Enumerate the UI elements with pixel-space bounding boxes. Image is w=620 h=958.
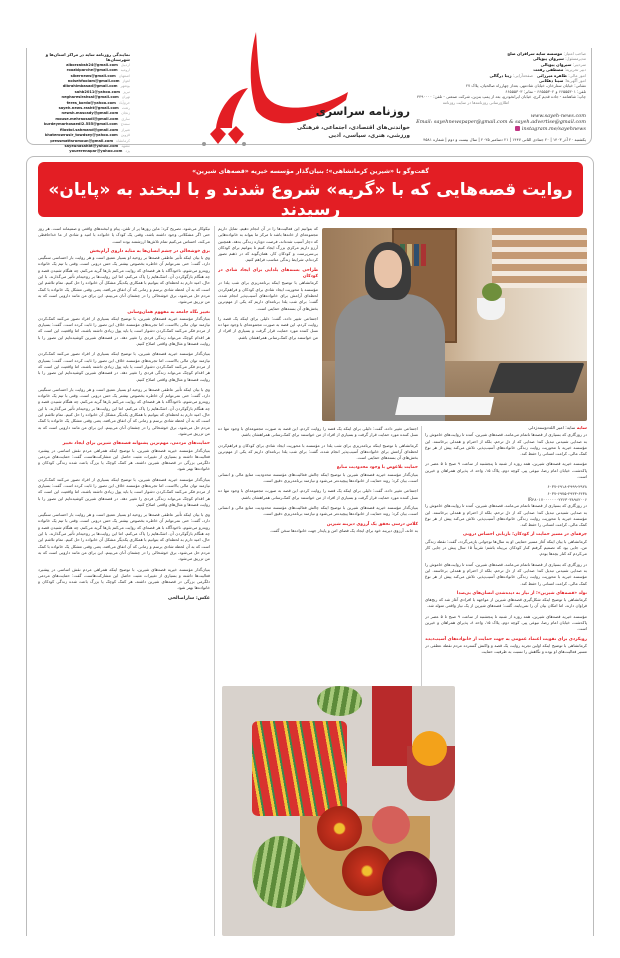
paragraph: اجتماعی تغییر داده، گفت: دلیلی برای اینکه یک قصه را روایت کردم، این قصه به صورت مجموعه‌ای با وجود تنها ده نسل کننده مورد حمایت قرار گرفت و بسیاری از افراد از من خواستند برای کمک‌رسانی همراهشان باشم. xyxy=(218,426,418,438)
column-middle xyxy=(218,426,418,681)
paragraph: کرمانشاهی با توضیح اینکه برنامه‌ریزی برای شب یلدا در مؤسسه با محوریت ایجاد شادی برای کودکان و فراهم‌کردن لحظه‌ای آرامش برای خانواده‌های آسیب‌پذیر انجام شده، گفت: برای شب یلدا برنامه‌ای داریم که یکی از مهم‌ترین بخش‌های آن بسته‌های حمایتی است. xyxy=(218,280,318,311)
paragraph: بنیان‌گذار مؤسسه خیریه قصه‌های شیرین، با توضیح اینکه همراهی مردم نقش اساسی در پیشبرد فعالیت‌ها داشته و بسیاری از تغییرات مثبت حاصل این مشارکت‌هاست، گفت: حمایت‌های مردمی دلگرمی بزرگی در قصه‌های شیرین داشته، هر کمک کوچک یا بزرگ باعث شده زندگی کودکان و خانواده‌ها بهتر شود. xyxy=(38,447,210,472)
subhead: طراحی بسته‌های یلدایی برای ایجاد شادی در کودکان xyxy=(218,267,318,280)
representative-email[interactable]: yourerenapar@yahoo.com xyxy=(69,149,123,154)
representative-city: بوشهر xyxy=(120,84,130,89)
staff-role: امور آگهی‌ها: xyxy=(564,78,586,84)
representative-email[interactable]: negharesirahsal@gmail.com xyxy=(61,95,119,100)
representative-city: تبریز xyxy=(122,89,130,94)
rights-note: اطلاع‌رسانی روزنامه‌ها در سایت روزنامه xyxy=(442,99,510,105)
byline-logo: سایه xyxy=(576,426,587,431)
representative-city: تهران xyxy=(121,95,130,100)
column-middle-top xyxy=(218,226,318,426)
staff-role: صفحه‌آرایی: xyxy=(512,72,533,78)
representative-city: کرمانشاه xyxy=(116,138,130,143)
representative-email[interactable]: kurdeymarhosaedi2.555@gmail.com xyxy=(43,122,118,127)
representative-city: یزد xyxy=(125,149,130,154)
staff-name: طاهره میرزائی xyxy=(536,72,567,78)
representative-email[interactable]: sayeunasahbt@yahoo.com xyxy=(64,143,119,148)
staff-name: موسسه سایه سراقزان صلح xyxy=(507,51,563,56)
account-number: ۶۰۳۷-۶۹۱۸-۲۹۹۹-۲۹۲۸ xyxy=(547,484,587,490)
representative-city: ساری xyxy=(121,116,130,121)
headline: روایت قصه‌هایی که با «گریه» شروع شدند و با لبخند به «پایان» رسیدند xyxy=(48,180,573,220)
representative-city: زنجان xyxy=(121,111,130,116)
notebook xyxy=(395,397,494,415)
representative-city: شیراز xyxy=(121,127,130,132)
paragraph: کرمانشاهی با توضیح اینکه شکل‌گیری قصه‌های شیرین از مواجهه با افرادی آغاز شد که رنج‌های فراوان دارند، اما امکان بیان آن را نمی‌یابند، گفت: قصه‌های شیرین از یک نیاز واقعی متولد شد. xyxy=(425,597,587,609)
representative-email[interactable]: newsh.mascady@gmail.com xyxy=(61,111,119,116)
representative-city: اردبیل xyxy=(120,62,130,67)
representative-email[interactable]: mouse.mehraosadi@gmail.com xyxy=(55,116,119,121)
window-blinds xyxy=(492,228,587,288)
headline-band xyxy=(38,162,583,220)
byline-text: سایه: امیر الله‌دوسته‌زدلی xyxy=(528,426,576,431)
paragraph: کرمانشاهی با بیان اینکه آغاز مسیر حمایتی او به سال‌ها نوجوانی بازمی‌گردد، گفت: نقطه زندگی من، جایی بود که تصمیم گرفتم کنار کودکان بی‌پناه باشم؛ تقریباً ۱۵ سال پیش در جایی کار می‌کردم که کنار بچه‌ها بودم. xyxy=(425,538,587,557)
representative-row xyxy=(30,149,130,154)
phone: تلفن: ۶۶۵۵۵۳۰۱ و ۶۶۵۵۵۳۰۲ - نمابر: ۶۶۵۵۵۳۰۳ xyxy=(505,88,586,94)
dateline: یکشنبه ۲۰ آذر ۱۴۰۳ | ۲۰ جمادی الثانی ۱۴۴۷ | ۲۱ دسامبر ۲۰۲۵ | سال بیست و دوم | شماره ۴۵۸۱ xyxy=(423,137,586,142)
paragraph: که بتوانیم این فعالیت‌ها را در آن انجام دهیم، تمایل داریم مجموعه‌ای از خانه‌ها باشد تا مرکز ما بتواند به خانواده‌هایی که دچار آسیب شده‌اند، فرصت دوباره زندگی بدهد. همچنین آرزو داریم مرکزی بزرگ ایجاد کنیم تا بتوانیم برای کودکان بی‌سرپرست و کودکان کار، همان‌گونه که در ذهنم تصور کرده‌ام، شرایط زندگی مناسب فراهم کنیم. xyxy=(218,226,318,263)
column-left xyxy=(38,226,210,941)
paragraph: اجتماعی تغییر داده، گفت: دلیلی برای اینکه یک قصه را روایت کردم، این قصه به صورت مجموعه‌ای با وجود تنها ده نسل کننده مورد حمایت قرار گرفت و بسیاری از افراد از من خواستند برای کمک‌رسانی همراهشان باشم. xyxy=(218,315,318,340)
representative-email[interactable]: dibrahimbasad@gmail.com xyxy=(62,84,118,89)
staff-role: مدیرمسئول: xyxy=(565,56,586,62)
website-link[interactable]: www.sayeh-news.com xyxy=(530,113,586,119)
interviewee xyxy=(327,234,447,421)
representatives-title: نمایندگی روزنامه سایه در مراکز استان‌ها و شهرستان‌ها xyxy=(45,52,130,63)
staff-role: امور مالی: xyxy=(568,72,586,78)
representatives-list xyxy=(30,52,130,155)
staff-name: زیبا درگالی xyxy=(489,72,512,78)
rule-dot-left xyxy=(202,142,206,146)
address: نشانی: خیابان ستارخان، خیابان شادمهر، بعداز چهارراه صالحیان، پلاک ۲۷ xyxy=(465,83,586,89)
instagram-handle: instagram.me/sayehnews xyxy=(521,125,586,132)
paragraph: مؤسسه خیریه قصه‌های شیرین، همه روزه از شنبه تا پنجشنبه از ساعت ۹ صبح تا ۵ عصر در پاکدشت، خیابان امام رضا، نبوغی پیر، کوچه دوم، پلاک ۱۵، واحد ۸، پذیرای همراهان و خیرین است. xyxy=(425,461,587,480)
representative-city: اهواز xyxy=(122,79,130,84)
representative-email[interactable]: alborzabsh24@gmail.com xyxy=(66,62,118,67)
staff-info xyxy=(366,51,586,105)
representative-city: رشت xyxy=(121,106,130,111)
rule-dot-right xyxy=(242,142,246,146)
paragraph: مؤسسه خیریه قصه‌های شیرین، همه روزه از شنبه تا پنجشنبه از ساعت ۹ صبح تا ۵ عصر در پاکدشت، خیابان امام رضا، نبوغی پیر، کوچه دوم، پلاک ۱۵، واحد ۸، پذیرای همراهان و خیرین است. xyxy=(425,613,587,632)
tagline-line-1: خواندنی‌های اقتصادی، اجتماعی، فرهنگی xyxy=(297,125,410,131)
sheba-number: IR۴۸۰۱۷۰۰۰۰۰۰۰۲۲۶۳۰۳۸۹۸۲۰۰۶ xyxy=(527,496,587,502)
flower xyxy=(382,851,437,911)
pomegranate xyxy=(372,806,410,844)
photo-credit: عکس: ساراصالحی xyxy=(167,595,210,601)
staff-name: سینا دهکانی xyxy=(539,78,564,84)
paragraph: بنیان‌گذار مؤسسه خیریه قصه‌های شیرین، با توضیح اینکه همراهی مردم نقش اساسی در پیشبرد فعالیت‌ها داشته و بسیاری از تغییرات مثبت حاصل این مشارکت‌هاست، گفت: حمایت‌های مردمی دلگرمی بزرگی در قصه‌های شیرین داشته، هر کمک کوچک یا بزرگ باعث شده زندگی کودکان و خانواده‌ها بهتر شود. xyxy=(38,566,210,591)
kicker: گفت‌وگو با «شیرین کرمانشاهی»؛ بنیان‌گذار مؤسسه خیریه «قصه‌های شیرین» xyxy=(192,168,429,175)
paragraph: اجتماعی تغییر داده، گفت: دلیلی برای اینکه یک قصه را روایت کردم، این قصه به صورت مجموعه‌ای با وجود تنها ده نسل کننده مورد حمایت قرار گرفت و بسیاری از افراد از من خواستند برای کمک‌رسانی همراهشان باشم. xyxy=(218,488,418,500)
paragraph: در روزگاری که بسیاری از قصه‌ها ناتمام می‌مانند، قصه‌های شیرین، آمده تا روایت‌های خاموش را به صدایی شنیدنی تبدیل کند؛ صدایی که از دل ترحم، بلکه از احترام و همدلی برخاسته. این مؤسسه خیریه با محوریت روایت زندگی خانواده‌های آسیب‌پذیر، تلاش می‌کند پیش از هر نوع کمک مالی، کرامت انسانی را حفظ کند. xyxy=(425,503,587,528)
paragraph: بنیان‌گذار مؤسسه خیریه قصه‌های شیرین، با توضیح اینکه بسیاری از افراد تصور می‌کنند کمک‌کردن نیازمند توان مالی بالاست، اما تجربه‌های مؤسسه خلاف این تصور را ثابت کرده است. گفت: بسیاری از مردم فکر می‌کنند کمک‌کردن دشوار است یا باید پول زیادی داشته باشند، اما واقعیت این است که هر اقدام کوچک می‌تواند زندگی فردی را تغییر دهد. در قصه‌های شیرین کوشیده‌ایم این تصور را با روایت قصه‌ها و مثال‌های واقعی اصلاح کنیم. xyxy=(38,351,210,382)
paragraph: وی با بیان اینکه تأثیر عاطفی قصه‌ها بر روحیه او بسیار عمیق است و هر روایت بار احساسی سنگینی دارد، گفت: حتی نمی‌توانم آن خاطره بخصوص بیشتر یک حس درونی است، وقتی با تیم یک خانواده روبه‌رو می‌شوم، ناخودآگاه با هر قصه‌ای که روایت می‌کنم بارها گریه می‌کنم، چه هنگام شنیدن قصه و چه هنگام بازگوکردن آن. اشک‌هایم را پاک می‌کنم، اما این روایت‌ها بر روحیه‌ام تأثیر می‌گذارند. با این حال، امید دارم به لحظه‌ای که بتوانیم با همکاری یکدیگر مشکل آن خانواده را حل کنیم. تمام تلاشم این است که به آن لحظه شادی برسم و زمانی که آن اتفاق می‌افتد، یعنی وقتی مشکل یک خانواده با کمک مردم حل می‌شود، برق خوشحالی را در چشمان آنان می‌بینم. این برای من مانند دارویی است که به من تزریق می‌شود. xyxy=(38,512,210,562)
representative-email[interactable]: roozbiparche@gmail.com xyxy=(66,68,118,73)
subhead: تولد «قصه‌های شیرین»؛ از نیاز به دیده‌شدن انسان‌های بی‌صدا xyxy=(456,590,587,596)
subhead: کلاس درسی تحقق یک آرزوی دیرینه شیرین xyxy=(326,521,418,527)
instagram-icon xyxy=(515,126,520,131)
gift-bag xyxy=(252,721,347,816)
column-divider xyxy=(421,426,422,686)
tagline-line-2: ورزشی، هنری، سیاسی، ادبی xyxy=(328,133,410,139)
account-number: ۶۰۳۷-۶۹۷۵-۲۹۴۳-۶۴۳۸ xyxy=(547,490,587,496)
paragraph: وی با بیان اینکه تأثیر عاطفی قصه‌ها بر روحیه او بسیار عمیق است و هر روایت بار احساسی سنگینی دارد، گفت: حتی نمی‌توانم آن خاطره بخصوص بیشتر یک حس درونی است، وقتی با تیم یک خانواده روبه‌رو می‌شوم، ناخودآگاه با هر قصه‌ای که روایت می‌کنم بارها گریه می‌کنم، چه هنگام شنیدن قصه و چه هنگام بازگوکردن آن. اشک‌هایم را پاک می‌کنم، اما این روایت‌ها بر روحیه‌ام تأثیر می‌گذارند. با این حال، امید دارم به لحظه‌ای که بتوانیم با همکاری یکدیگر مشکل آن خانواده را حل کنیم. تمام تلاشم این است که به آن لحظه شادی برسم و زمانی که آن اتفاق می‌افتد، یعنی وقتی مشکل یک خانواده با کمک مردم حل می‌شود، برق خوشحالی را در چشمان آنان می‌بینم. این برای من مانند دارویی است که به من تزریق می‌شود. xyxy=(38,255,210,305)
representative-email[interactable]: sayeh.news.rasht@gmail.com xyxy=(58,106,119,111)
subhead: برق خوشحالی در چشم انسان‌ها به مثابه داروی آرام‌بخش xyxy=(89,248,210,254)
paragraph: بنیان‌گذار مؤسسه خیریه قصه‌های شیرین، با توضیح اینکه بسیاری از افراد تصور می‌کنند کمک‌کردن نیازمند توان مالی بالاست، اما تجربه‌های مؤسسه خلاف این تصور را ثابت کرده است. گفت: بسیاری از مردم فکر می‌کنند کمک‌کردن دشوار است یا باید پول زیادی داشته باشند، اما واقعیت این است که هر اقدام کوچک می‌تواند زندگی فردی را تغییر دهد. در قصه‌های شیرین کوشیده‌ایم این تصور را با روایت قصه‌ها و مثال‌های واقعی اصلاح کنیم. xyxy=(38,476,210,507)
representative-email[interactable]: khaterowrusir_towdsey@yahoo.com xyxy=(44,133,118,138)
subhead: حمایت بلاعوض با وجود محدودیت منابع xyxy=(336,465,418,471)
gift-box xyxy=(372,686,412,766)
subhead: رویکردی برای تقویت اعتماد عمومی به جهت حمایت از خانواده‌های آسیب‌دیده xyxy=(425,636,587,642)
subhead: جرقه‌ای در مسیر حمایت از کودکان؛ بازیابی احساس درونی xyxy=(463,532,587,538)
staff-role: سردبیر: xyxy=(572,61,586,67)
subhead: تغییر نگاه جامعه به مفهوم همان‌وسانی xyxy=(127,309,210,315)
paragraph: وی با بیان اینکه تأثیر عاطفی قصه‌ها بر روحیه او بسیار عمیق است و هر روایت بار احساسی سنگینی دارد، گفت: حتی نمی‌توانم آن خاطره بخصوص بیشتر یک حس درونی است، وقتی با تیم یک خانواده روبه‌رو می‌شوم، ناخودآگاه با هر قصه‌ای که روایت می‌کنم بارها گریه می‌کنم، چه هنگام شنیدن قصه و چه هنگام بازگوکردن آن. اشک‌هایم را پاک می‌کنم، اما این روایت‌ها بر روحیه‌ام تأثیر می‌گذارند. با این حال، امید دارم به لحظه‌ای که بتوانیم با همکاری یکدیگر مشکل آن خانواده را حل کنیم. تمام تلاشم این است که به آن لحظه شادی برسم و زمانی که آن اتفاق می‌افتد، یعنی وقتی مشکل یک خانواده با کمک مردم حل می‌شود، برق خوشحالی را در چشمان آنان می‌بینم. این برای من مانند دارویی است که به من تزریق می‌شود. xyxy=(38,386,210,436)
flower xyxy=(317,806,362,851)
plant-leaves xyxy=(482,283,502,301)
representative-email[interactable]: feres_kordo@yahoo.com xyxy=(66,100,116,105)
subhead: حمایت‌های مردمی، مهم‌ترین پشتوانه قصه‌های شیرین برای ایجاد تغییر xyxy=(62,441,210,447)
representative-email[interactable]: pressmattsromoun@gmail.com xyxy=(50,138,114,143)
paragraph: کرمانشاهی با توضیح اینکه اولین تجربه روایت یک قصه و واکنش گسترده مردم نقطه عطفی در مسیر فعالیت‌های او بوده و نگاهش را نسبت به ظرفیت حمایت xyxy=(425,642,587,655)
email-link[interactable]: Email: sayehnewspaper@gmail.com & sayeh.advertise@gmail.com xyxy=(416,119,586,126)
watermelon xyxy=(252,836,307,908)
contact-web xyxy=(366,113,586,132)
staff-name: مصطفی رفعت xyxy=(533,67,564,73)
representative-city: ارومیه xyxy=(120,68,130,73)
representative-city: قزوین xyxy=(120,133,130,138)
representative-city: سنندج xyxy=(120,122,130,127)
representative-email[interactable]: filostol.sahmand@gmail.com xyxy=(59,127,119,132)
representative-email[interactable]: noisehfoolam@gmail.com xyxy=(67,79,120,84)
instagram-link[interactable] xyxy=(366,126,586,132)
staff-role: دبیر تحریریه: xyxy=(564,67,586,73)
gift-basket-photo xyxy=(222,686,455,936)
paragraph: در روزگاری که بسیاری از قصه‌ها ناتمام می‌مانند، قصه‌های شیرین، آمده تا روایت‌های خاموش را به صدایی شنیدنی تبدیل کند؛ صدایی که از دل ترحم، بلکه از احترام و همدلی برخاسته. این مؤسسه خیریه با محوریت روایت زندگی خانواده‌های آسیب‌پذیر، تلاش می‌کند پیش از هر نوع کمک مالی، کرامت انسانی را حفظ کند. xyxy=(425,432,587,457)
paragraph: نیکوکار می‌شود. تصریح کرد: ماین روزها پر از تلفن، پیام و لبخند‌های واقعی و صمیمانه است. هر روز حتی اگر مشکلاتی وجود داشته باشد، وقتی یک کودک یا خانواده با امید و شادی از ما خداحافظی می‌کند، احساس می‌کنیم تمام تلاش‌ها ارزشمند بوده است. xyxy=(38,226,210,244)
representative-city: خرم‌آباد xyxy=(118,100,130,105)
orange xyxy=(412,731,447,766)
plant-pot xyxy=(477,298,505,320)
staff-name: سیروان پیوپالی xyxy=(540,61,572,67)
watermelon xyxy=(317,686,362,716)
representative-city: اصفهان xyxy=(118,73,130,78)
representative-city: مشهد xyxy=(121,143,130,148)
representative-email[interactable]: sibernews@gmail.com xyxy=(70,73,116,78)
paragraph: در روزگاری که بسیاری از قصه‌ها ناتمام می‌مانند، قصه‌های شیرین، آمده تا روایت‌های خاموش را به صدایی شنیدنی تبدیل کند؛ صدایی که از دل ترحم، بلکه از احترام و همدلی برخاسته. این مؤسسه خیریه با محوریت روایت زندگی خانواده‌های آسیب‌پذیر، تلاش می‌کند پیش از هر نوع کمک مالی، کرامت انسانی را حفظ کند. xyxy=(425,561,587,586)
staff-role: صاحب امتیاز: xyxy=(563,51,586,56)
column-divider xyxy=(214,226,215,936)
paragraph: کرمانشاهی با توضیح اینکه برنامه‌ریزی برای شب یلدا در مؤسسه با محوریت ایجاد شادی برای کودکان و فراهم‌کردن لحظه‌ای آرامش برای خانواده‌های آسیب‌پذیر انجام شده، گفت: برای شب یلدا برنامه‌ای داریم که یکی از مهم‌ترین بخش‌های آن بسته‌های حمایتی است. xyxy=(218,442,418,461)
staff-name: سیروان پیوپالی xyxy=(532,56,564,62)
brand-subtitle: روزنامه سراسری xyxy=(315,105,410,118)
print-info: چاپ: شاهنامه - جاده قدیم کرج، خیابان ایرانخودرو، بعد از پمپ بنزین، شرکت صنعتی - تلفن: ۴۴۹۰۰۰۰ xyxy=(416,94,586,100)
paragraph: بنیان‌گذار مؤسسه خیریه قصه‌های شیرین، با توضیح اینکه بسیاری از افراد تصور می‌کنند کمک‌کردن نیازمند توان مالی بالاست، اما تجربه‌های مؤسسه خلاف این تصور را ثابت کرده است. گفت: بسیاری از مردم فکر می‌کنند کمک‌کردن دشوار است یا باید پول زیادی داشته باشند، اما واقعیت این است که هر اقدام کوچک می‌تواند زندگی فردی را تغییر دهد. در قصه‌های شیرین کوشیده‌ایم این تصور را با روایت قصه‌ها و مثال‌های واقعی اصلاح کنیم. xyxy=(38,315,210,347)
paragraph: بنیان‌گذار مؤسسه خیریه قصه‌های شیرین با توضیح اینکه چالش فعالیت‌های مؤسسه محدودیت منابع مالی و انسانی است، بیان کرد: روند حمایت از خانواده‌ها پیچیده‌تر می‌شود و نیازمند برنامه‌ریزی دقیق است. xyxy=(218,471,418,484)
representative-email[interactable]: sahb2011@yahoo.com xyxy=(74,89,120,94)
laptop xyxy=(489,363,585,393)
paragraph: بنیان‌گذار مؤسسه خیریه قصه‌های شیرین با توضیح اینکه چالش فعالیت‌های مؤسسه محدودیت منابع مالی و انسانی است، بیان کرد: روند حمایت از خانواده‌ها پیچیده‌تر می‌شود و نیازمند برنامه‌ریزی دقیق است. xyxy=(218,504,418,517)
portrait-photo xyxy=(322,228,587,421)
paragraph: به خانه، آرزوی دیرینه خود برای ایجاد یک فضای امن و پایدار جهت خانواده‌ها سخن گفت. xyxy=(269,527,418,533)
